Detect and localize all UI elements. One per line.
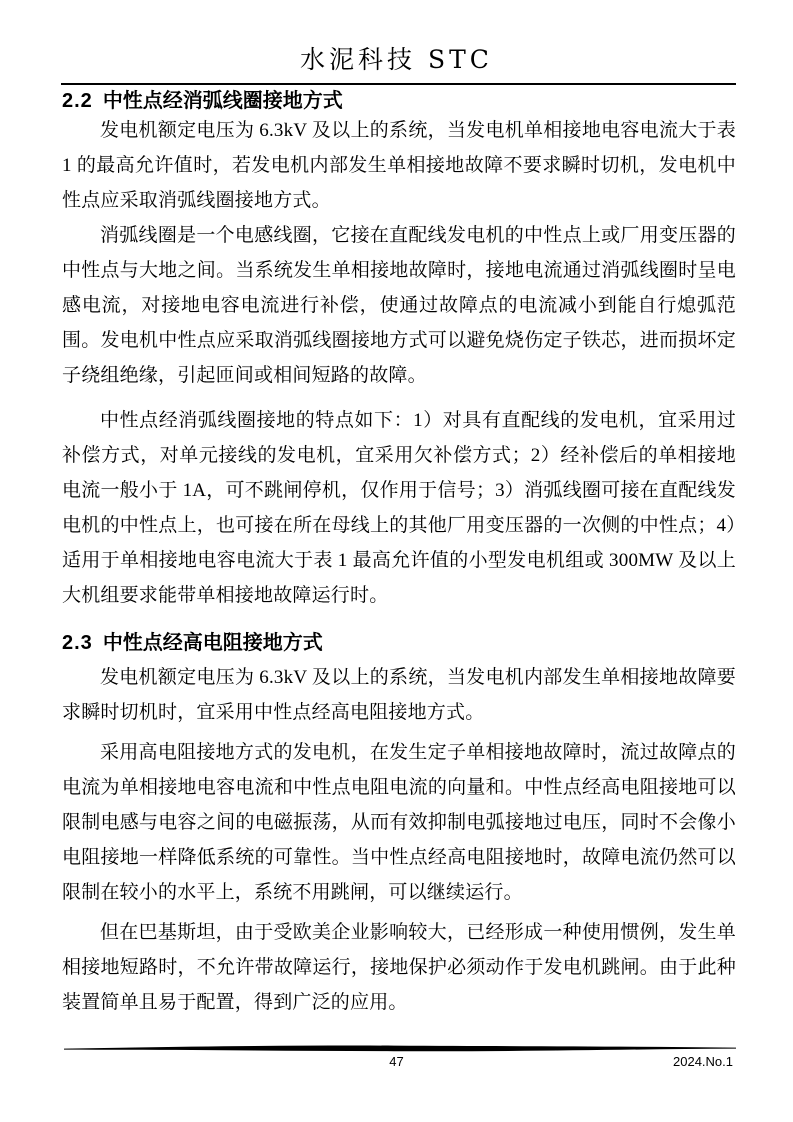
section-number: 2.2 bbox=[62, 90, 93, 112]
page-number: 47 bbox=[389, 1054, 404, 1069]
journal-title: 水泥科技 STC bbox=[300, 45, 493, 74]
section-heading-2-2 bbox=[62, 88, 735, 114]
footer-rule bbox=[64, 1044, 736, 1053]
paragraph: 发电机额定电压为 6.3kV 及以上的系统，当发电机内部发生单相接地故障要求瞬时切机时，宜采用中性点经高电阻接地方式。 bbox=[62, 667, 736, 723]
section-heading-2-3 bbox=[62, 630, 735, 656]
section-title: 中性点经高电阻接地方式 bbox=[102, 632, 323, 654]
issue-number: 2024.No.1 bbox=[673, 1054, 733, 1069]
section-title: 中性点经消弧线圈接地方式 bbox=[102, 90, 343, 112]
paragraph: 但在巴基斯坦，由于受欧美企业影响较大，已经形成一种使用惯例，发生单相接地短路时，不允许带故障运行，接地保护必须动作于发电机跳闸。由于此种装置简单且易于配置，得到广泛的应用。 bbox=[62, 922, 736, 1013]
paragraph: 发电机额定电压为 6.3kV 及以上的系统，当发电机单相接地电容电流大于表 1 的最高允许值时，若发电机内部发生单相接地故障不要求瞬时切机，发电机中性点应采取消弧线圈接地方式。 bbox=[62, 120, 736, 211]
header-rule bbox=[61, 83, 736, 85]
paragraph: 采用高电阻接地方式的发电机，在发生定子单相接地故障时，流过故障点的电流为单相接地电容电流和中性点电阻电流的向量和。中性点经高电阻接地可以限制电感与电容之间的电磁振荡，从而有效抑制电弧接地过电压，同时不会像小电阻接地一样降低系统的可靠性。当中性点经高电阻接地时，故障电流仍然可以限制在较小的水平上，系统不用跳闸，可以继续运行。 bbox=[62, 742, 736, 903]
section-number: 2.3 bbox=[62, 632, 93, 654]
paragraph: 中性点经消弧线圈接地的特点如下：1）对具有直配线的发电机，宜采用过补偿方式，对单元接线的发电机，宜采用欠补偿方式；2）经补偿后的单相接地电流一般小于 1A，可不跳闸停机，仅作用于信号；3）消弧线圈可接在直配线发电机的中性点上，也可接在所在母线上的其他厂用变压器的一次侧的中性点；4）适用于单相接地电容电流大于表 1 最高允许值的小型发电机组或 300MW 及以上大机组要求能带单相接地故障运行时。 bbox=[62, 410, 736, 606]
paragraph: 消弧线圈是一个电感线圈，它接在直配线发电机的中性点上或厂用变压器的中性点与大地之间。当系统发生单相接地故障时，接地电流通过消弧线圈时呈电感电流，对接地电容电流进行补偿，使通过故障点的电流减小到能自行熄弧范围。发电机中性点应采取消弧线圈接地方式可以避免烧伤定子铁芯，进而损坏定子绕组绝缘，引起匝间或相间短路的故障。 bbox=[62, 225, 736, 386]
